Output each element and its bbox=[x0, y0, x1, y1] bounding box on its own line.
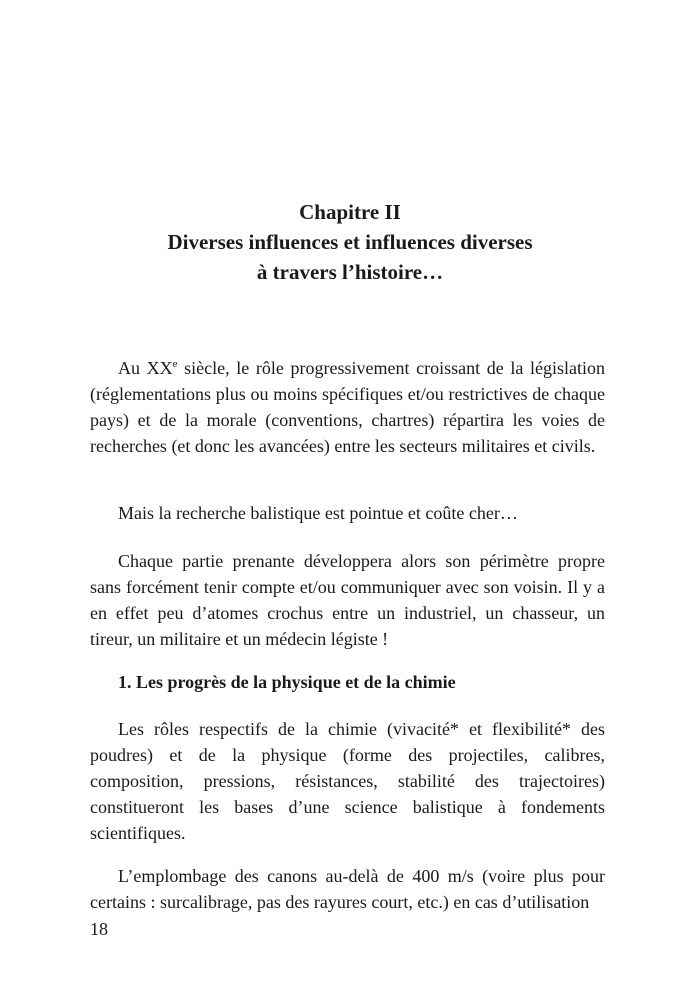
chapter-heading bbox=[0, 197, 700, 287]
paragraph-5: L’emplombage des canons au-delà de 400 m/s (voire plus pour certains : surcalibrage, pas des rayures court, etc.) en cas d’utilisation bbox=[90, 866, 605, 912]
paragraph-4: Les rôles respectifs de la chimie (vivacité* et flexibilité* des poudres) et de la physique (forme des projectiles, calibres, composition, pressions, résistances, stabilité des trajectoires) constitueront les bases d’une science balistique à fondements scientifiques. bbox=[90, 719, 605, 843]
section-heading: 1. Les progrès de la physique et de la chimie bbox=[118, 672, 456, 692]
paragraph-3: Chaque partie prenante développera alors son périmètre propre sans forcément tenir compte et/ou communiquer avec son voisin. Il y a en effet peu d’atomes crochus entre un industriel, un chasseur, un tireur, un militaire et un médecin légiste ! bbox=[90, 551, 605, 649]
chapter-title-line-2: à travers l’histoire… bbox=[256, 260, 444, 284]
paragraph-1-rest: siècle, le rôle progressivement croissant de la législation (réglementations plus ou moins spécifiques et/ou restrictives de chaque pays) et de la morale (conventions, chartres) répartira les voies de recherches (et donc les avancées) entre les secteurs militaires et civils. bbox=[90, 358, 605, 456]
page-number: 18 bbox=[90, 919, 108, 939]
chapter-title-line-1: Diverses influences et influences diverses bbox=[167, 230, 533, 254]
paragraph-1-start: Au XX bbox=[118, 358, 173, 378]
paragraph-1 bbox=[90, 355, 605, 459]
chapter-label: Chapitre II bbox=[299, 200, 401, 224]
century-superscript: e bbox=[172, 358, 178, 370]
paragraph-2: Mais la recherche balistique est pointue et coûte cher… bbox=[118, 503, 518, 523]
